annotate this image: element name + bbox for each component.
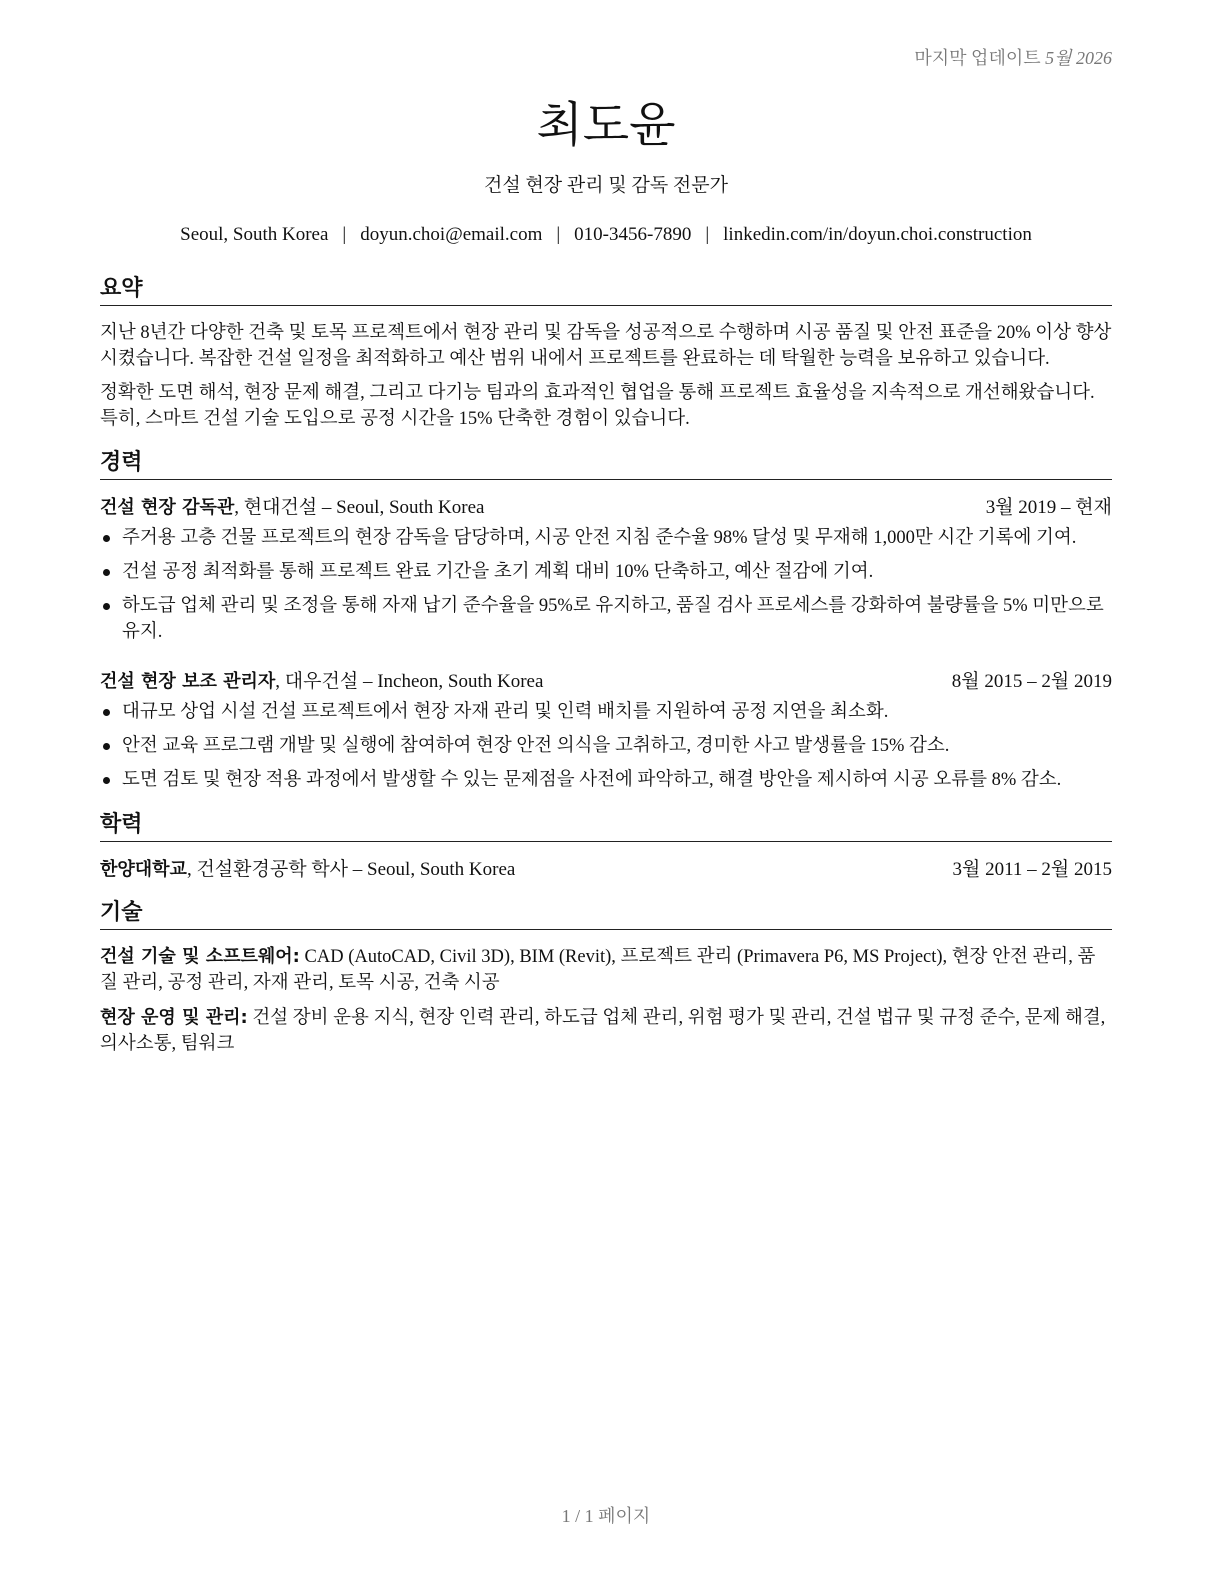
candidate-name: 최도윤 — [536, 97, 676, 153]
candidate-headline: 건설 현장 관리 및 감독 전문가 — [484, 175, 728, 196]
skill-group-label: 현장 운영 및 관리: — [100, 1007, 248, 1028]
section-title-experience: 경력 — [100, 449, 1112, 480]
contact-separator: | — [705, 224, 710, 245]
list-item: 대규모 상업 시설 건설 프로젝트에서 현장 자재 관리 및 인력 배치를 지원하여 공정 지연을 최소화. — [100, 699, 1112, 725]
page-indicator: 1 / 1 페이지 — [561, 1506, 651, 1526]
contact-line — [100, 224, 1112, 246]
contact-location: Seoul, South Korea — [180, 224, 329, 245]
summary-paragraph: 정확한 도면 해석, 현장 문제 해결, 그리고 다기능 팀과의 효과적인 협업을 통해 프로젝트 효율성을 지속적으로 개선해왔습니다. 특히, 스마트 건설 기술 도입으로 공정 시간을 15% 단축한 경험이 있습니다. — [100, 383, 1095, 429]
job-dates: 3월 2019 – 현재 — [985, 497, 1112, 518]
education-entry — [100, 857, 1112, 883]
skill-group-label: 건설 기술 및 소프트웨어: — [100, 946, 300, 967]
skill-group — [100, 944, 1112, 996]
skill-group-text: CAD (AutoCAD, Civil 3D), BIM (Revit), 프로젝트 관리 (Primavera P6, MS Project), 현장 안전 관리, 품질 관리, 공정 관리, 자재 관리, 토목 시공, 건축 시공 — [100, 947, 1096, 993]
last-updated-value: 5월 2026 — [1045, 48, 1112, 68]
education-school: 한양대학교 — [100, 859, 187, 880]
section-title-skills: 기술 — [100, 899, 1112, 930]
job-company-location: , 대우건설 – Incheon, South Korea — [275, 671, 544, 692]
contact-phone[interactable]: 010-3456-7890 — [574, 224, 692, 245]
section-title-summary: 요약 — [100, 275, 1112, 306]
resume-page — [100, 0, 1112, 1584]
summary-paragraph: 지난 8년간 다양한 건축 및 토목 프로젝트에서 현장 관리 및 감독을 성공적으로 수행하며 시공 품질 및 안전 표준을 20% 이상 향상시켰습니다. 복잡한 건설 일정을 최적화하고 예산 범위 내에서 프로젝트를 완료하는 데 탁월한 능력을 보유하고 있습니다. — [100, 323, 1112, 369]
skill-group-text: 건설 장비 운용 지식, 현장 인력 관리, 하도급 업체 관리, 위험 평가 및 관리, 건설 법규 및 규정 준수, 문제 해결, 의사소통, 팀워크 — [100, 1008, 1106, 1054]
education-degree-location: , 건설환경공학 학사 – Seoul, South Korea — [186, 859, 516, 880]
job-role: 건설 현장 보조 관리자 — [100, 671, 276, 692]
job-role: 건설 현장 감독관 — [100, 497, 235, 518]
contact-separator: | — [342, 224, 347, 245]
list-item: 도면 검토 및 현장 적용 과정에서 발생할 수 있는 문제점을 사전에 파악하고, 해결 방안을 제시하여 시공 오류를 8% 감소. — [100, 767, 1112, 793]
job-header — [100, 495, 1112, 521]
job-bullets — [100, 525, 1112, 653]
contact-linkedin[interactable]: linkedin.com/in/doyun.choi.construction — [723, 224, 1032, 245]
list-item: 건설 공정 최적화를 통해 프로젝트 완료 기간을 초기 계획 대비 10% 단축하고, 예산 절감에 기여. — [100, 559, 1112, 585]
job-company-location: , 현대건설 – Seoul, South Korea — [234, 497, 485, 518]
list-item: 하도급 업체 관리 및 조정을 통해 자재 납기 준수율을 95%로 유지하고, 품질 검사 프로세스를 강화하여 불량률을 5% 미만으로 유지. — [100, 593, 1112, 645]
job-header — [100, 669, 1112, 695]
skill-group — [100, 1005, 1112, 1057]
job-bullets — [100, 699, 1112, 801]
job-dates: 8월 2015 – 2월 2019 — [951, 671, 1112, 692]
section-title-education: 학력 — [100, 811, 1112, 842]
last-updated — [914, 44, 1112, 70]
contact-email[interactable]: doyun.choi@email.com — [360, 224, 543, 245]
list-item: 안전 교육 프로그램 개발 및 실행에 참여하여 현장 안전 의식을 고취하고, 경미한 사고 발생률을 15% 감소. — [100, 733, 1112, 759]
last-updated-prefix: 마지막 업데이트 — [914, 48, 1041, 68]
list-item: 주거용 고층 건물 프로젝트의 현장 감독을 담당하며, 시공 안전 지침 준수율 98% 달성 및 무재해 1,000만 시간 기록에 기여. — [100, 525, 1112, 551]
contact-separator: | — [556, 224, 561, 245]
education-dates: 3월 2011 – 2월 2015 — [952, 859, 1112, 880]
